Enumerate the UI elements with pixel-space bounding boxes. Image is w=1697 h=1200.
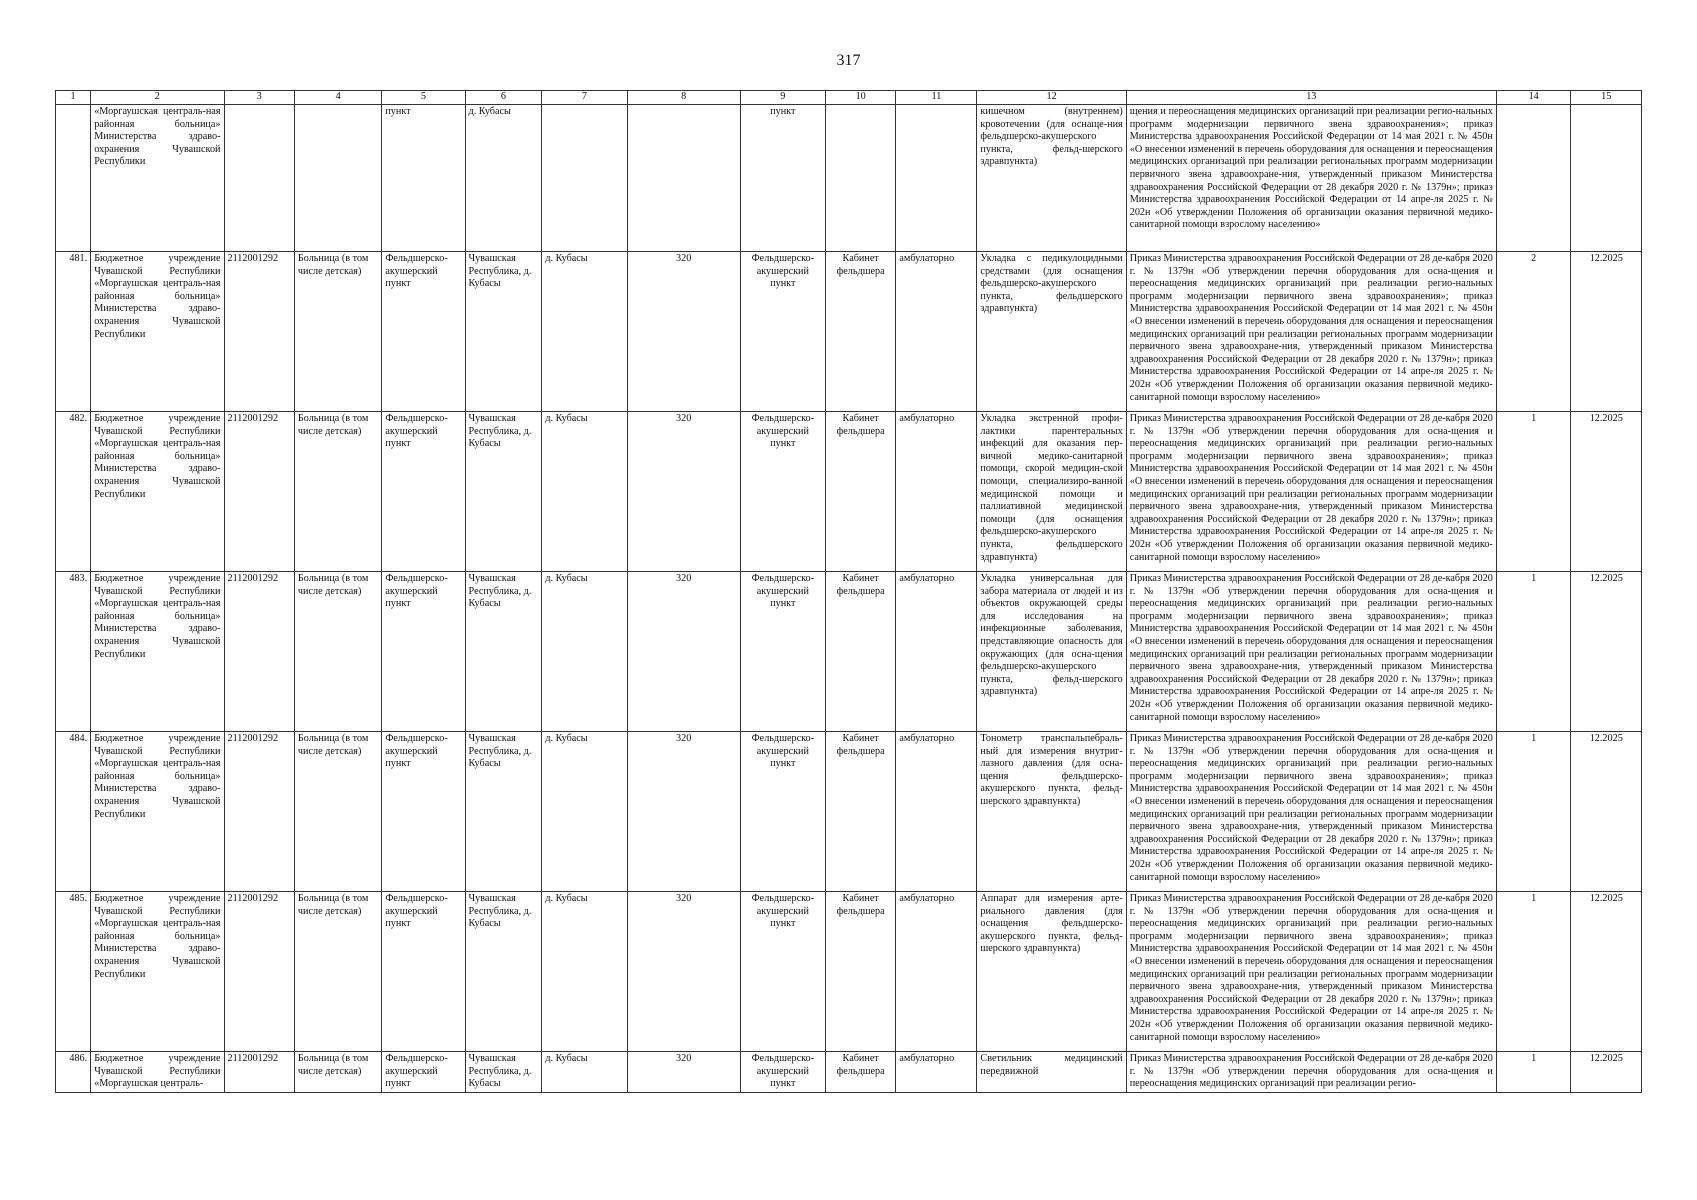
code [627,105,740,252]
address: Чувашская Республика, д. Кубасы [465,892,542,1052]
table-row-continuation [56,105,1642,252]
equipment-name: Укладка экстренной профи-лактики парентеральных инфекций для оказания пер-вичной медико-санитарной помощи, скорой медицин-ской помощи, специализиро-ванной медицинской помощи и паллиативной медицинской помощи (для оснащения фельдшерско-акушерского пункта, фельдшерского здравпункта) [977,412,1126,572]
col-header: 5 [382,91,465,105]
table-row [56,252,1642,412]
facility-type [294,105,381,252]
unit: Фельдшерско-акушерский пункт [740,412,825,572]
row-number: 481. [56,252,91,412]
inn: 2112001292 [224,1052,294,1093]
room: Кабинет фельдшера [825,892,895,1052]
organization-name: Бюджетное учреждение Чувашской Республики «Моргаушская централь-ная районная больница» Министерства здраво-охранения Чувашской Республики [91,732,224,892]
inn: 2112001292 [224,892,294,1052]
unit: Фельдшерско-акушерский пункт [740,892,825,1052]
unit: Фельдшерско-акушерский пункт [740,572,825,732]
organization-name: «Моргаушская централь-ная районная больница» Министерства здраво-охранения Чувашской Республики [91,105,224,252]
legal-basis: Приказ Министерства здравоохранения Российской Федерации от 28 де-кабря 2020 г. № 1379н «Об утверждении перечня оборудования для осна-щения и переоснащения медицинских организаций при реализации регио-нальных программ модернизации первичного звена здравоохранения»; приказ Министерства здравоохранения Российской Федерации от 14 мая 2021 г. № 450н «О внесении изменений в перечень оборудования для оснащения и переоснащения медицинских организаций при реализации региональных программ модернизации первичного звена здравоохране-ния, утвержденный приказом Министерства здравоохранения Российской Федерации от 28 декабря 2020 г. № 1379н»; приказ Министерства здравоохранения Российской Федерации от 14 апре-ля 2025 г. № 202н «Об утверждении Положения об организации оказания первичной медико-санитарной помощи взрослому населению» [1126,572,1496,732]
legal-basis: Приказ Министерства здравоохранения Российской Федерации от 28 де-кабря 2020 г. № 1379н «Об утверждении перечня оборудования для осна-щения и переоснащения медицинских организаций при реализации регио-нальных программ модернизации первичного звена здравоохранения»; приказ Министерства здравоохранения Российской Федерации от 14 мая 2021 г. № 450н «О внесении изменений в перечень оборудования для оснащения и переоснащения медицинских организаций при реализации региональных программ модернизации первичного звена здравоохране-ния, утвержденный приказом Министерства здравоохранения Российской Федерации от 28 декабря 2020 г. № 1379н»; приказ Министерства здравоохранения Российской Федерации от 14 апре-ля 2025 г. № 202н «Об утверждении Положения об организации оказания первичной медико-санитарной помощи взрослому населению» [1126,892,1496,1052]
legal-basis: Приказ Министерства здравоохранения Российской Федерации от 28 де-кабря 2020 г. № 1379н «Об утверждении перечня оборудования для осна-щения и переоснащения медицинских организаций при реализации регио-нальных программ модернизации первичного звена здравоохранения»; приказ Министерства здравоохранения Российской Федерации от 14 мая 2021 г. № 450н «О внесении изменений в перечень оборудования для оснащения и переоснащения медицинских организаций при реализации региональных программ модернизации первичного звена здравоохране-ния, утвержденный приказом Министерства здравоохранения Российской Федерации от 28 декабря 2020 г. № 1379н»; приказ Министерства здравоохранения Российской Федерации от 14 апре-ля 2025 г. № 202н «Об утверждении Положения об организации оказания первичной медико-санитарной помощи взрослому населению» [1126,252,1496,412]
address: д. Кубасы [465,105,542,252]
room: Кабинет фельдшера [825,732,895,892]
date: 12.2025 [1571,252,1642,412]
unit: Фельдшерско-акушерский пункт [740,252,825,412]
date: 12.2025 [1571,412,1642,572]
col-header: 9 [740,91,825,105]
quantity: 1 [1496,412,1571,572]
equipment-name: Укладка с педикулоцидными средствами (для оснащения фельдшерско-акушерского пункта, фельдшерского здравпункта) [977,252,1126,412]
quantity: 1 [1496,892,1571,1052]
col-header: 7 [542,91,627,105]
date: 12.2025 [1571,1052,1642,1093]
table-row [56,732,1642,892]
code: 320 [627,1052,740,1093]
legal-basis: Приказ Министерства здравоохранения Российской Федерации от 28 де-кабря 2020 г. № 1379н «Об утверждении перечня оборудования для осна-щения и переоснащения медицинских организаций при реализации регио-нальных программ модернизации первичного звена здравоохранения»; приказ Министерства здравоохранения Российской Федерации от 14 мая 2021 г. № 450н «О внесении изменений в перечень оборудования для оснащения и переоснащения медицинских организаций при реализации региональных программ модернизации первичного звена здравоохране-ния, утвержденный приказом Министерства здравоохранения Российской Федерации от 28 декабря 2020 г. № 1379н»; приказ Министерства здравоохранения Российской Федерации от 14 апре-ля 2025 г. № 202н «Об утверждении Положения об организации оказания первичной медико-санитарной помощи взрослому населению» [1126,732,1496,892]
equipment-name: Светильник медицинский передвижной [977,1052,1126,1093]
organization-name: Бюджетное учреждение Чувашской Республики «Моргаушская централь-ная районная больница» Министерства здраво-охранения Чувашской Республики [91,252,224,412]
col-header: 14 [1496,91,1571,105]
col-header: 12 [977,91,1126,105]
quantity [1496,105,1571,252]
locality [542,105,627,252]
quantity: 1 [1496,1052,1571,1093]
col-header: 15 [1571,91,1642,105]
column-number-row [56,91,1642,105]
date [1571,105,1642,252]
locality: д. Кубасы [542,252,627,412]
organization-name: Бюджетное учреждение Чувашской Республики «Моргаушская централь- [91,1052,224,1093]
inn [224,105,294,252]
code: 320 [627,892,740,1052]
legal-basis: Приказ Министерства здравоохранения Российской Федерации от 28 де-кабря 2020 г. № 1379н «Об утверждении перечня оборудования для осна-щения и переоснащения медицинских организаций при реализации регио-нальных программ модернизации первичного звена здравоохранения»; приказ Министерства здравоохранения Российской Федерации от 14 мая 2021 г. № 450н «О внесении изменений в перечень оборудования для оснащения и переоснащения медицинских организаций при реализации региональных программ модернизации первичного звена здравоохране-ния, утвержденный приказом Министерства здравоохранения Российской Федерации от 28 декабря 2020 г. № 1379н»; приказ Министерства здравоохранения Российской Федерации от 14 апре-ля 2025 г. № 202н «Об утверждении Положения об организации оказания первичной медико-санитарной помощи взрослому населению» [1126,412,1496,572]
room: Кабинет фельдшера [825,252,895,412]
address: Чувашская Республика, д. Кубасы [465,252,542,412]
col-header: 3 [224,91,294,105]
facility-type: Больница (в том числе детская) [294,892,381,1052]
address: Чувашская Республика, д. Кубасы [465,572,542,732]
care-form: амбулаторно [896,412,977,572]
table-row [56,412,1642,572]
facility-type: Больница (в том числе детская) [294,1052,381,1093]
page-number: 317 [836,52,861,69]
inn: 2112001292 [224,252,294,412]
organization-name: Бюджетное учреждение Чувашской Республики «Моргаушская централь-ная районная больница» Министерства здраво-охранения Чувашской Республики [91,412,224,572]
organization-name: Бюджетное учреждение Чувашской Республики «Моргаушская централь-ная районная больница» Министерства здраво-охранения Чувашской Республики [91,892,224,1052]
row-number: 486. [56,1052,91,1093]
table-row [56,572,1642,732]
point-type: Фельдшерско-акушерский пункт [382,572,465,732]
code: 320 [627,572,740,732]
room: Кабинет фельдшера [825,572,895,732]
legal-basis: Приказ Министерства здравоохранения Российской Федерации от 28 де-кабря 2020 г. № 1379н «Об утверждении перечня оборудования для осна-щения и переоснащения медицинских организаций при реализации регио- [1126,1052,1496,1093]
point-type: Фельдшерско-акушерский пункт [382,892,465,1052]
locality: д. Кубасы [542,892,627,1052]
unit: пункт [740,105,825,252]
table-row [56,1052,1642,1093]
row-number: 484. [56,732,91,892]
point-type: Фельдшерско-акушерский пункт [382,1052,465,1093]
point-type: Фельдшерско-акушерский пункт [382,732,465,892]
unit: Фельдшерско-акушерский пункт [740,1052,825,1093]
quantity: 1 [1496,732,1571,892]
facility-type: Больница (в том числе детская) [294,732,381,892]
room: Кабинет фельдшера [825,1052,895,1093]
address: Чувашская Республика, д. Кубасы [465,1052,542,1093]
care-form [896,105,977,252]
care-form: амбулаторно [896,892,977,1052]
address: Чувашская Республика, д. Кубасы [465,412,542,572]
facility-type: Больница (в том числе детская) [294,412,381,572]
organization-name: Бюджетное учреждение Чувашской Республики «Моргаушская централь-ная районная больница» Министерства здраво-охранения Чувашской Республики [91,572,224,732]
care-form: амбулаторно [896,1052,977,1093]
point-type: Фельдшерско-акушерский пункт [382,412,465,572]
room: Кабинет фельдшера [825,412,895,572]
facility-type: Больница (в том числе детская) [294,572,381,732]
col-header: 1 [56,91,91,105]
date: 12.2025 [1571,892,1642,1052]
row-number [56,105,91,252]
col-header: 6 [465,91,542,105]
locality: д. Кубасы [542,572,627,732]
col-header: 8 [627,91,740,105]
locality: д. Кубасы [542,1052,627,1093]
care-form: амбулаторно [896,572,977,732]
care-form: амбулаторно [896,732,977,892]
equipment-name: Аппарат для измерения арте-риального давления (для оснащения фельдшерско-акушерского пункта, фельд-шерского здравпункта) [977,892,1126,1052]
col-header: 4 [294,91,381,105]
row-number: 482. [56,412,91,572]
equipment-name: кишечном (внутреннем) кровотечении (для оснаще-ния фельдшерско-акушерского пункта, фельд-шерского здравпункта) [977,105,1126,252]
date: 12.2025 [1571,572,1642,732]
inn: 2112001292 [224,572,294,732]
col-header: 11 [896,91,977,105]
point-type: пункт [382,105,465,252]
row-number: 485. [56,892,91,1052]
col-header: 10 [825,91,895,105]
date: 12.2025 [1571,732,1642,892]
table-row [56,892,1642,1052]
code: 320 [627,732,740,892]
room [825,105,895,252]
unit: Фельдшерско-акушерский пункт [740,732,825,892]
col-header: 13 [1126,91,1496,105]
locality: д. Кубасы [542,412,627,572]
address: Чувашская Республика, д. Кубасы [465,732,542,892]
code: 320 [627,252,740,412]
inn: 2112001292 [224,412,294,572]
legal-basis: щения и переоснащения медицинских организаций при реализации регио-нальных программ модернизации первичного звена здравоохранения»; приказ Министерства здравоохранения Российской Федерации от 14 мая 2021 г. № 450н «О внесении изменений в перечень оборудования для оснащения и переоснащения медицинских организаций при реализации региональных программ модернизации первичного звена здравоохране-ния, утвержденный приказом Министерства здравоохранения Российской Федерации от 28 декабря 2020 г. № 1379н»; приказ Министерства здравоохранения Российской Федерации от 14 апре-ля 2025 г. № 202н «Об утверждении Положения об организации оказания первичной медико-санитарной помощи взрослому населению» [1126,105,1496,252]
inn: 2112001292 [224,732,294,892]
quantity: 1 [1496,572,1571,732]
equipment-registry-table [55,90,1642,1093]
locality: д. Кубасы [542,732,627,892]
code: 320 [627,412,740,572]
equipment-name: Укладка универсальная для забора материала от людей и из объектов окружающей среды для исследования на инфекционные заболевания, представляющие опасность для окружающих (для осна-щения фельдшерско-акушерского пункта, фельд-шерского здравпункта) [977,572,1126,732]
facility-type: Больница (в том числе детская) [294,252,381,412]
row-number: 483. [56,572,91,732]
care-form: амбулаторно [896,252,977,412]
point-type: Фельдшерско-акушерский пункт [382,252,465,412]
quantity: 2 [1496,252,1571,412]
equipment-name: Тонометр транспальпебраль-ный для измерения внутриг-лазного давления (для осна-щения фельдшерско-акушерского пункта, фельд-шерского здравпункта) [977,732,1126,892]
col-header: 2 [91,91,224,105]
